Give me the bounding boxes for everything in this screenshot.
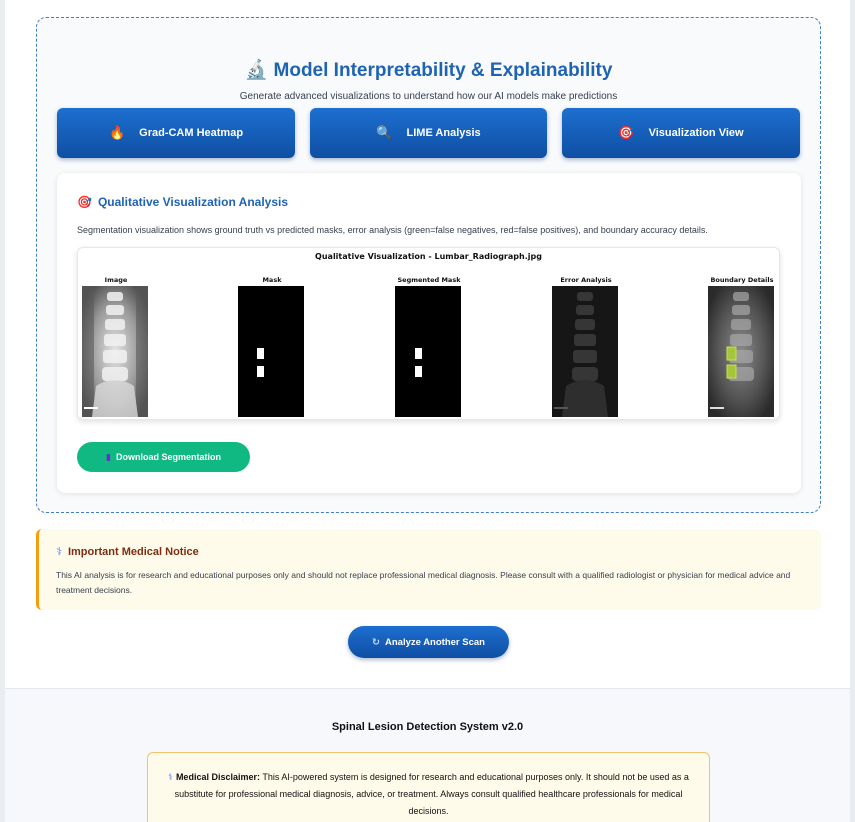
- boundary-details-image: [708, 286, 774, 417]
- download-icon: ▮: [106, 451, 111, 462]
- panel-label: Boundary Details: [710, 276, 774, 284]
- footer-title: Spinal Lesion Detection System v2.0: [331, 721, 524, 733]
- caduceus-icon: ⚕: [168, 772, 173, 782]
- medical-disclaimer: [147, 752, 710, 822]
- panel-label: Segmented Mask: [397, 276, 461, 284]
- target-icon: 🎯: [77, 195, 92, 209]
- error-analysis-image: [552, 286, 618, 417]
- visualization-view-label: Visualization View: [648, 127, 744, 139]
- segmented-mask-image: [395, 286, 461, 417]
- analysis-card-title-text: Qualitative Visualization Analysis: [97, 195, 289, 209]
- disclaimer-label: Medical Disclaimer:: [175, 772, 260, 782]
- mask-image: [238, 286, 304, 417]
- figure-title: Qualitative Visualization - Lumbar_Radiograph.jpg: [315, 252, 542, 261]
- segmentation-figure: [77, 247, 780, 420]
- qualitative-analysis-card: [57, 173, 801, 493]
- refresh-icon: ↻: [372, 636, 380, 648]
- interpretability-subtitle: Generate advanced visualizations to understand how our AI models make predictions: [239, 91, 618, 102]
- analyze-another-scan-label: Analyze Another Scan: [385, 636, 485, 648]
- fire-icon: 🔥: [108, 125, 126, 140]
- lime-analysis-button[interactable]: [310, 108, 547, 158]
- caduceus-icon: ⚕: [56, 546, 62, 558]
- download-segmentation-button[interactable]: [77, 442, 250, 472]
- interpretability-section: [36, 17, 821, 513]
- panel-label: Image: [104, 276, 128, 284]
- notice-text: This AI analysis is for research and educational purposes only and should not replace professional medical diagnosis. Please consult with a qualified radiologist or physician for medical advice and treatment decisions.: [56, 570, 791, 595]
- notice-title-text: Important Medical Notice: [67, 546, 199, 558]
- magnifier-icon: 🔍: [376, 125, 393, 140]
- analysis-card-title: [77, 195, 288, 209]
- target-icon: 🎯: [618, 125, 635, 140]
- xray-image: [82, 286, 148, 417]
- analysis-card-description: Segmentation visualization shows ground truth vs predicted masks, error analysis (green=false negatives, red=false positives), and boundary accuracy details.: [77, 225, 708, 235]
- notice-title: [56, 545, 199, 558]
- analyze-another-scan-button[interactable]: [348, 626, 509, 658]
- interpretability-title: 🔬 Model Interpretability & Explainability: [244, 60, 613, 81]
- disclaimer-text: This AI-powered system is designed for research and educational purposes only. It should not be used as a substitute for professional medical diagnosis, advice, or treatment. Always consult qualified healthcare professionals for medical decisions.: [174, 772, 689, 816]
- lime-analysis-label: LIME Analysis: [406, 127, 481, 139]
- medical-notice: [36, 529, 821, 610]
- download-segmentation-label: Download Segmentation: [115, 452, 221, 462]
- panel-label: Error Analysis: [560, 276, 612, 284]
- gradcam-heatmap-button[interactable]: [57, 108, 295, 158]
- visualization-view-button[interactable]: [562, 108, 800, 158]
- gradcam-heatmap-label: Grad-CAM Heatmap: [139, 127, 244, 139]
- panel-label: Mask: [262, 276, 282, 284]
